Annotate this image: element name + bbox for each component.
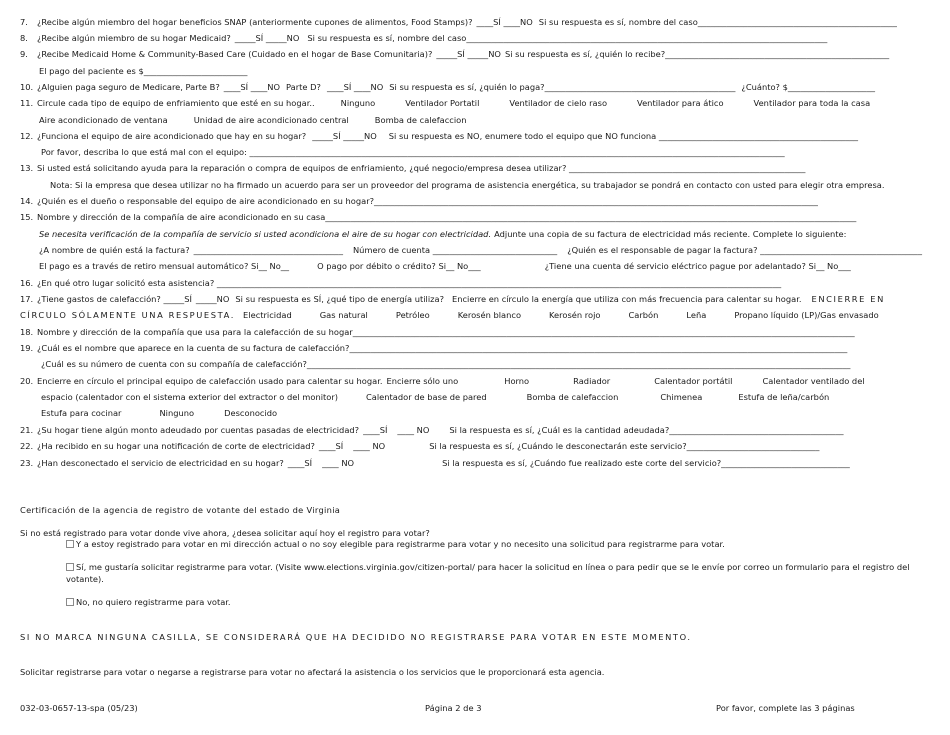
form-line [20, 33, 827, 44]
form-text: Calentador de base de pared [366, 392, 487, 402]
form-text: ¿Cuál es su número de cuenta con su compañía de calefacción?___________________________________________________________________________________________________________________________________ [41, 359, 851, 369]
form-text: _____SÍ _____NO [312, 131, 377, 141]
form-text: Electricidad [243, 310, 292, 320]
form-text: ¿Han desconectado el servicio de electricidad en su hogar? [37, 458, 284, 468]
form-text: ¿Quién es el responsable de pagar la factura? _______________________________________ [567, 245, 922, 255]
form-line [39, 115, 466, 126]
checkbox-register[interactable] [66, 563, 74, 571]
checkbox-already-registered[interactable] [66, 540, 74, 548]
form-line [39, 261, 851, 272]
form-text: Bomba de calefaccion [374, 115, 467, 125]
form-text: ¿Su hogar tiene algún monto adeudado por cuentas pasadas de electricidad? [37, 425, 360, 435]
form-text: Circule cada tipo de equipo de enfriamiento que esté en su hogar.. [37, 98, 315, 108]
question-number: 10. [20, 82, 34, 92]
checkbox-decline[interactable] [66, 598, 74, 606]
question-number: 8. [20, 33, 28, 43]
voter-registration-question: Si no está registrado para votar donde vive ahora, ¿desea solicitar aquí hoy el registro para votar? [20, 528, 430, 538]
form-text: Ventilador para toda la casa [753, 98, 871, 108]
form-text: ¿Cuál es el nombre que aparece en la cuenta de su factura de calefacción?________________________________________________________________________________________________________________________ [37, 343, 848, 353]
form-text: Aire acondicionado de ventana [39, 115, 168, 125]
form-line [20, 17, 897, 28]
form-text: Ninguno [340, 98, 376, 108]
voter-warning: SI NO MARCA NINGUNA CASILLA, SE CONSIDERARÁ QUE HA DECIDIDO NO REGISTRARSE PARA VOTAR EN ESTE MOMENTO. [20, 632, 692, 642]
form-text: _____SÍ _____NO [234, 33, 300, 43]
form-line [20, 458, 850, 469]
form-text: ____________________________________ [193, 245, 343, 255]
form-text: ENCIERRE EN [811, 294, 885, 304]
form-text: Leña [686, 310, 707, 320]
form-line [20, 376, 865, 387]
form-text: ¿Quién es el dueño o responsable del equipo de aire acondicionado en su hogar?___________________________________________________________________________________________________________ [37, 196, 818, 206]
form-text: Radiador [573, 376, 611, 386]
form-text: ¿Alguien paga seguro de Medicare, Parte B? [37, 82, 220, 92]
voter-notice: Solicitar registrarse para votar o negarse a registrarse para votar no afectará la asistencia o los servicios que le proporcionará esta agencia. [20, 667, 605, 677]
form-text: Kerosén rojo [549, 310, 601, 320]
form-text: ____SÍ [363, 425, 388, 435]
form-text: El pago del paciente es $_________________________ [39, 66, 248, 76]
form-text: ____SÍ ____NO [476, 17, 533, 27]
form-line [20, 212, 856, 223]
footer-instruction: Por favor, complete las 3 páginas [716, 703, 855, 713]
form-text: ¿Tiene gastos de calefacción? _____SÍ [37, 294, 192, 304]
form-text: _____SÍ _____NO [436, 49, 501, 59]
form-line [20, 310, 879, 321]
form-text: Estufa de leña/carbón [738, 392, 830, 402]
form-text: _____NO [195, 294, 230, 304]
form-line [20, 98, 870, 109]
question-number: 23. [20, 458, 34, 468]
form-text: Encierre sólo uno [386, 376, 459, 386]
form-line [41, 392, 829, 403]
form-text: Si su respuesta es sí, nombre del caso________________________________________________ [538, 17, 897, 27]
form-text: Si su respuesta es NO, enumere todo el equipo que NO funciona ________________________________________________ [388, 131, 859, 141]
form-line [20, 425, 844, 436]
form-text: Ventilador Portatil [405, 98, 480, 108]
form-text: Si su respuesta es sí, ¿quién lo recibe?______________________________________________________ [504, 49, 890, 59]
form-text: Desconocido [224, 408, 278, 418]
form-line [41, 408, 277, 419]
form-line [20, 343, 847, 354]
question-number: 12. [20, 131, 34, 141]
voter-option-decline[interactable]: No, no quiero registrarme para votar. [66, 597, 231, 608]
form-text: ____SÍ ____NO [223, 82, 281, 92]
form-line [39, 66, 247, 77]
form-text: ¿Ha recibido en su hogar una notificación de corte de electricidad? [37, 441, 315, 451]
form-text: ____ NO [322, 458, 355, 468]
form-text: Ventilador de cielo raso [509, 98, 608, 108]
form-text: Calentador portátil [654, 376, 733, 386]
form-line [41, 147, 785, 158]
form-text: Horno [504, 376, 530, 386]
form-line [50, 180, 885, 191]
form-text: Gas natural [319, 310, 368, 320]
form-text: Propano líquido (LP)/Gas envasado [734, 310, 879, 320]
form-text: Petróleo [395, 310, 430, 320]
form-text: Nombre y dirección de la compañía que usa para la calefacción de su hogar_________________________________________________________________________________________________________________________ [37, 327, 855, 337]
form-text: ____ NO [353, 441, 386, 451]
form-line [20, 131, 858, 142]
form-text: Encierre en círculo la energía que utiliza con más frecuencia para calentar su hogar. [451, 294, 802, 304]
form-line [20, 278, 781, 289]
form-line [20, 294, 885, 305]
form-text: ¿En qué otro lugar solicitó esta asistencia? ________________________________________________________________________________________________________________________________________ [37, 278, 782, 288]
form-text: ____ NO [397, 425, 430, 435]
form-text: ¿Recibe Medicaid Home & Community-Based Care (Cuidado en el hogar de Base Comunitaria)? [37, 49, 433, 59]
form-text: O pago por débito o crédito? Si__ No___ [317, 261, 481, 271]
form-text: Unidad de aire acondicionado central [193, 115, 349, 125]
voter-option-register-cont: votante). [66, 574, 104, 584]
form-text: Nota: Si la empresa que desea utilizar no ha firmado un acuerdo para ser un proveedor del programa de asistencia energética, su trabajador se pondrá en contacto con usted para elegir otra empresa. [50, 180, 885, 190]
form-line [20, 82, 875, 93]
question-number: 18. [20, 327, 34, 337]
form-text: Por favor, describa lo que está mal con el equipo: _________________________________________________________________________________________________________________________________ [41, 147, 785, 157]
question-number: 7. [20, 17, 28, 27]
form-line [41, 359, 850, 370]
form-line [20, 441, 819, 452]
form-line [20, 163, 805, 174]
form-line [39, 245, 922, 256]
form-text: Bomba de calefaccion [526, 392, 619, 402]
form-text: Si la respuesta es sí, ¿Cuándo le desconectarán este servicio?________________________________ [429, 441, 820, 451]
form-line [20, 49, 889, 60]
form-text: Se necesita verificación de la compañía de servicio si usted acondiciona el aire de su hogar con electricidad. [39, 229, 492, 239]
form-text: ¿Funciona el equipo de aire acondicionado que hay en su hogar? [37, 131, 307, 141]
voter-registration-heading: Certificación de la agencia de registro de votante del estado de Virginia [20, 505, 341, 515]
form-text: ¿Tiene una cuenta dé servicio eléctrico pague por adelantado? Si__ No___ [544, 261, 851, 271]
page-number: Página 2 de 3 [425, 703, 482, 713]
form-text: Número de cuenta ______________________________ [352, 245, 558, 255]
question-number: 14. [20, 196, 34, 206]
question-number: 15. [20, 212, 34, 222]
question-number: 17. [20, 294, 34, 304]
form-text: El pago es a través de retiro mensual automático? Si__ No__ [39, 261, 290, 271]
form-text: ¿Recibe algún miembro de su hogar Medicaid? [37, 33, 231, 43]
form-text: Ninguno [159, 408, 195, 418]
form-text: Nombre y dirección de la compañía de aire acondicionado en su casa________________________________________________________________________________________________________________________________ [37, 212, 857, 222]
question-number: 21. [20, 425, 34, 435]
form-text: Si la respuesta es sí, ¿Cuándo fue realizado este corte del servicio?_______________________________ [442, 458, 850, 468]
form-text: espacio (calentador con el sistema exterior del extractor o del monitor) [41, 392, 338, 402]
form-text: ¿Cuánto? $_____________________ [741, 82, 875, 92]
form-text: ____SÍ [287, 458, 313, 468]
question-number: 16. [20, 278, 34, 288]
form-text: Encierre en círculo el principal equipo de calefacción usado para calentar su hogar. [37, 376, 383, 386]
form-text: ____SÍ [318, 441, 344, 451]
form-text: Carbón [628, 310, 659, 320]
form-line [20, 327, 855, 338]
question-number: 13. [20, 163, 34, 173]
form-text: Adjunte una copia de su factura de electricidad más reciente. Complete lo siguiente: [494, 229, 847, 239]
form-code: 032-03-0657-13-spa (05/23) [20, 703, 138, 713]
question-number: 20. [20, 376, 34, 386]
question-number: 19. [20, 343, 34, 353]
form-line [39, 229, 846, 240]
form-text: Si su respuesta es sí, nombre del caso_______________________________________________________________________________________ [307, 33, 828, 43]
form-text: ¿A nombre de quién está la factura? [39, 245, 190, 255]
form-text: Estufa para cocinar [41, 408, 122, 418]
form-text: Calentador ventilado del [762, 376, 865, 386]
form-line [20, 196, 818, 207]
form-text: Si la respuesta es sí, ¿Cuál es la cantidad adeudada?__________________________________________ [449, 425, 844, 435]
form-text: CÍRCULO SÓLAMENTE UNA RESPUESTA. [20, 310, 236, 320]
form-text: Si su respuesta es SÍ, ¿qué tipo de energía utiliza? [235, 294, 444, 304]
form-text: Kerosén blanco [457, 310, 522, 320]
form-text: ¿Recibe algún miembro del hogar beneficios SNAP (anteriormente cupones de alimentos, Food Stamps)? [37, 17, 473, 27]
form-text: Parte D? [286, 82, 321, 92]
form-text: Ventilador para ático [637, 98, 724, 108]
voter-option-register[interactable]: Sí, me gustaría solicitar registrarme para votar. (Visite www.elections.virginia.gov/citizen-portal/ para hacer la solicitud en línea o para pedir que se le envíe por correo un formulario para el registro del [66, 562, 910, 573]
form-text: ____SÍ ____NO [326, 82, 384, 92]
question-number: 9. [20, 49, 28, 59]
voter-option-already-registered[interactable]: Y a estoy registrado para votar en mi dirección actual o no soy elegible para registrarme para votar y no necesito una solicitud para registrarme para votar. [66, 539, 725, 550]
question-number: 11. [20, 98, 34, 108]
form-text: Si su respuesta es sí, ¿quién lo paga?______________________________________________ [389, 82, 736, 92]
form-text: Si usted está solicitando ayuda para la reparación o compra de equipos de enfriamiento, ¿qué negocio/empresa desea utilizar? _________________________________________________________ [37, 163, 806, 173]
question-number: 22. [20, 441, 34, 451]
form-text: Chimenea [660, 392, 703, 402]
